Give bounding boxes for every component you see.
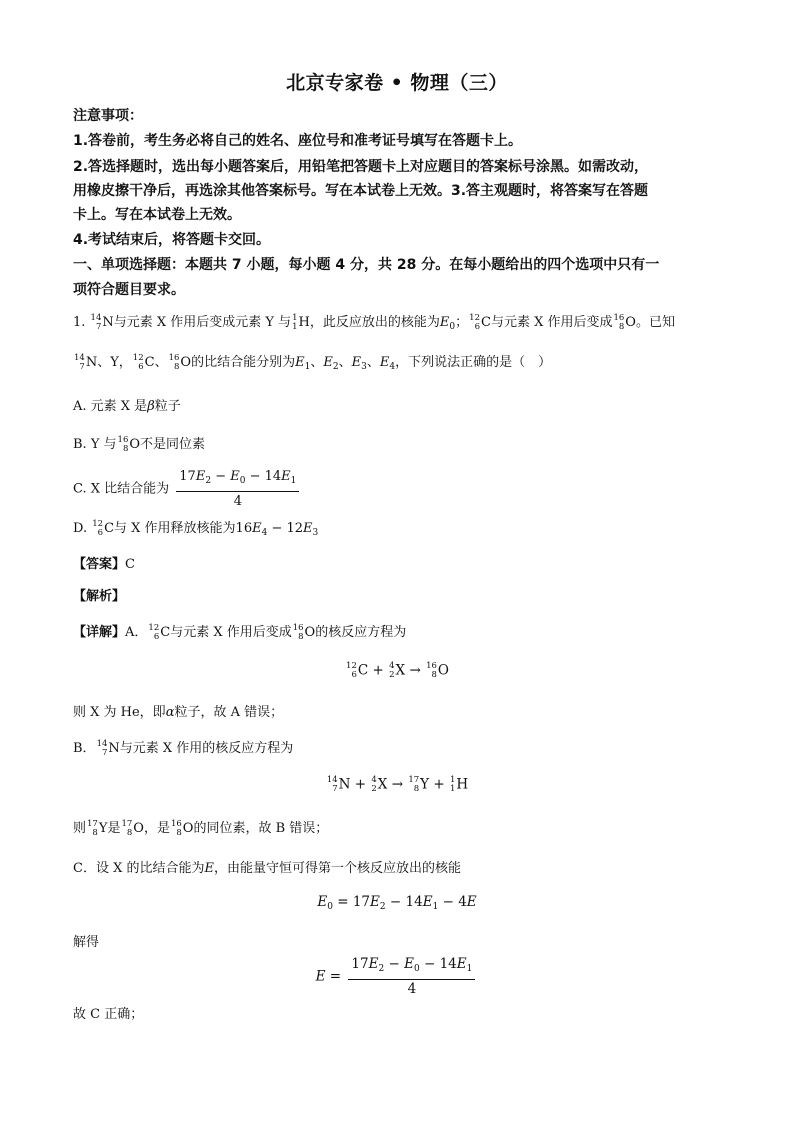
nuclide-h1: 1 1H bbox=[292, 312, 310, 332]
notice-item-2-line-1: 2.答选择题时，选出每小题答案后，用铅笔把答题卡上对应题目的答案标号涂黑。如需改动， bbox=[73, 159, 649, 175]
notice-heading: 注意事项： bbox=[73, 108, 143, 124]
section-heading-line-1: 一、单项选择题：本题共 7 小题，每小题 4 分，共 28 分。在每小题给出的四个选项中只有一 bbox=[73, 257, 660, 273]
question-number: 1. bbox=[73, 315, 86, 330]
option-d: D. 12 6C与 X 作用释放核能为$16E_4 - 12E_3$ bbox=[73, 518, 319, 538]
page-title: 北京专家卷 • 物理（三） bbox=[286, 72, 508, 94]
analysis-line bbox=[73, 586, 733, 608]
solve-line: 解得 bbox=[73, 935, 100, 950]
question-stem-line-2: 14 7N、Y，12 6C、16 8O的比结合能分别为$E_1$、$E_2$、$E_3$、$E_4$，下列说法正确的是（ ） bbox=[74, 352, 552, 372]
notice-item-2-line-3: 卡上。写在本试卷上无效。 bbox=[73, 207, 241, 223]
answer-label: 【答案】 bbox=[73, 557, 126, 572]
nuclide-n14: 14 7N bbox=[90, 312, 114, 332]
notice-item-2-line-2: 用橡皮擦干净后，再选涂其他答案标号。写在本试卷上无效。3.答主观题时，将答案写在答题 bbox=[73, 183, 649, 199]
detail-b-line: B．14 7N与元素 X 作用的核反应方程为 bbox=[73, 738, 294, 758]
fraction-option-c: $\frac{17E_2 - E_0 - 14E_1}{4}$ bbox=[176, 468, 299, 510]
nuclide-o16: 16 8O bbox=[613, 312, 636, 332]
detail-c-line: C．设 X 的比结合能为E，由能量守恒可得第一个核反应放出的核能 bbox=[73, 861, 461, 876]
answer-value: C bbox=[125, 557, 135, 572]
equation-result: E = $\frac{17E_2 - E_0 - 14E_1}{4}$ bbox=[0, 956, 794, 998]
detail-b-conclusion: 则17 8Y是17 8O，是16 8O的同位素，故 B 错误； bbox=[73, 818, 329, 838]
detail-label: 【详解】 bbox=[73, 625, 126, 640]
equation-c: $E_0 = 17E_2 - 14E_1 - 4E$ bbox=[317, 894, 477, 912]
nuclide-c12: 12 6C bbox=[469, 312, 491, 332]
question-stem-line-1: 1. 14 7N与元素 X 作用后变成元素 Y 与1 1H，此反应放出的核能为$E_0$；12 6C与元素 X 作用后变成16 8O。已知 bbox=[73, 312, 675, 332]
analysis-label: 【解析】 bbox=[73, 589, 126, 604]
detail-c-conclusion: 故 C 正确； bbox=[73, 1007, 144, 1022]
option-c: C. X 比结合能为 $\frac{17E_2 - E_0 - 14E_1}{4}$ bbox=[73, 468, 733, 510]
detail-a-conclusion: 则 X 为 He，即α粒子，故 A 错误； bbox=[73, 705, 284, 720]
equation-a: 12 6C + 4 2X → 16 8O bbox=[346, 661, 449, 680]
section-heading-line-2: 项符合题目要求。 bbox=[73, 282, 185, 298]
equation-b: 14 7N + 4 2X → 17 8Y + 1 1H bbox=[326, 775, 469, 794]
notice-item-4: 4.考试结束后，将答题卡交回。 bbox=[73, 232, 271, 248]
option-a: A. 元素 X 是β粒子 bbox=[73, 399, 181, 414]
detail-a-line: 【详解】A．12 6C与元素 X 作用后变成16 8O的核反应方程为 bbox=[73, 622, 407, 642]
option-b: B. Y 与16 8O不是同位素 bbox=[73, 434, 206, 454]
answer-line bbox=[73, 554, 733, 576]
notice-item-1: 1.答卷前，考生务必将自己的姓名、座位号和准考证号填写在答题卡上。 bbox=[73, 133, 523, 149]
